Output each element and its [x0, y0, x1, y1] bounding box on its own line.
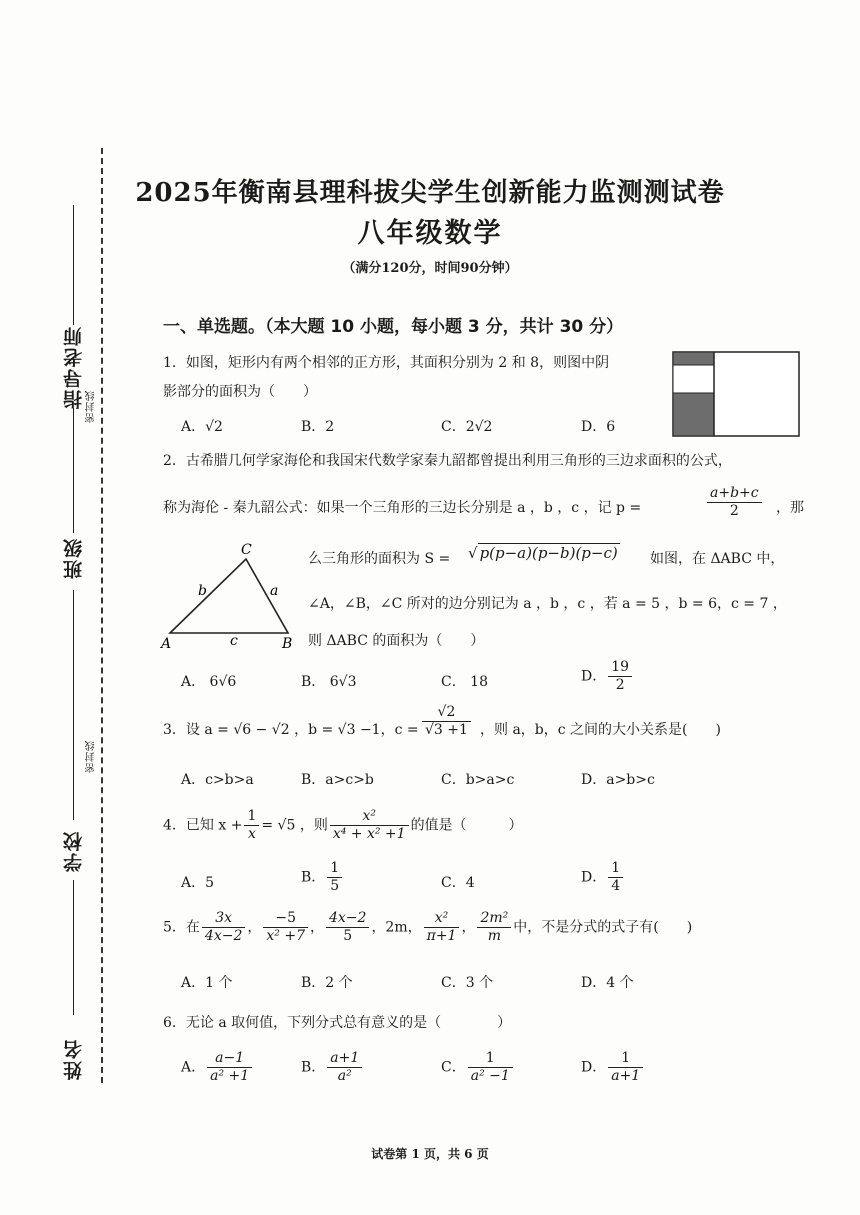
q4-line: [163, 808, 523, 843]
q6-option-d: [581, 1050, 645, 1085]
q6-option-d-label: D．: [581, 1059, 607, 1076]
q6-option-a-den: a² +1: [210, 1068, 250, 1084]
q2-option-a: A． 6√6: [181, 674, 237, 690]
q2-p-den: 2: [729, 503, 739, 519]
exam-title: 2025年衡南县理科拔尖学生创新能力监测测试卷: [135, 178, 725, 208]
q1-figure: [672, 351, 800, 438]
seal-line-text-2: 密封线: [86, 740, 97, 773]
tri-label-A: A: [161, 636, 172, 652]
q5-tail: 中，不是分式的式子有( ): [513, 919, 693, 936]
q1-line1: 1．如图，矩形内有两个相邻的正方形，其面积分别为 2 和 8，则图中阴: [163, 355, 610, 371]
q2-p-num: a+b+c: [707, 485, 762, 503]
q6-option-d-num: 1: [608, 1050, 643, 1068]
q4-option-d-label: D．: [581, 869, 607, 886]
q3-option-b: B．a>c>b: [301, 772, 374, 788]
q3-c-fraction: [422, 704, 471, 739]
q6-option-a-num: a−1: [207, 1050, 252, 1068]
exam-subtitle: 八年级数学: [357, 218, 503, 249]
q3-option-a: A．c>b>a: [181, 772, 254, 788]
q2-formula-radicand: p(p−a)(p−b)(p−c): [479, 544, 618, 562]
q1-option-b: B．2: [301, 419, 335, 435]
q4-option-b: [301, 860, 344, 895]
school-blank-line: [73, 880, 74, 1015]
q6-option-d-den: a+1: [611, 1068, 641, 1084]
q2-option-b: B． 6√3: [301, 674, 357, 690]
q5-lead: 5．在: [163, 919, 200, 936]
q1-shade-bottom: [673, 393, 714, 436]
q5-frac4-den: π+1: [426, 928, 457, 944]
class-label: 班级: [63, 537, 85, 579]
q5-frac1-den: 4x−2: [204, 928, 243, 944]
q3-tail: ，则 a，b，c 之间的大小关系是( ): [480, 722, 721, 738]
q5-option-a: A．1 个: [181, 975, 233, 991]
q5-frac2-num: −5: [263, 910, 308, 928]
q2-line2b: ，那: [776, 500, 804, 516]
q2-option-c: C． 18: [441, 674, 488, 690]
q4-f2-num: x²: [330, 808, 409, 826]
q2-option-d: [581, 659, 634, 694]
q4-option-d-num: 1: [608, 860, 623, 878]
seal-dashed-line: [101, 148, 103, 1083]
q2-triangle-figure: [158, 540, 303, 652]
exam-note: （满分120分，时间90分钟）: [342, 261, 518, 276]
q6-option-b: [301, 1050, 364, 1085]
q4-option-b-label: B．: [301, 869, 326, 886]
q6-option-c: [441, 1050, 515, 1085]
q4-option-d-den: 4: [611, 878, 621, 894]
q1-line2: 影部分的面积为（ ）: [163, 384, 317, 400]
q5-frac5-num: 2m²: [477, 910, 511, 928]
section-heading: 一、单选题。（本大题 10 小题，每小题 3 分，共计 30 分）: [163, 317, 624, 337]
q5-frac2-den: x² +7: [266, 928, 305, 944]
q5-option-b: B．2 个: [301, 975, 353, 991]
q2-line3a: 么三角形的面积为 S =: [308, 551, 451, 567]
q4-option-a: A．5: [181, 875, 215, 891]
q4-option-b-num: 1: [327, 860, 342, 878]
q6-option-a: [181, 1050, 254, 1085]
teacher-label: 指导老师: [63, 325, 85, 409]
q1-shade-top: [673, 352, 714, 365]
q6-text: 6．无论 a 取何值，下列分式总有意义的是（ ）: [163, 1015, 512, 1031]
q2-option-d-label: D．: [581, 668, 607, 685]
q2-line3b: 如图，在 ΔABC 中，: [650, 551, 785, 567]
q6-option-c-den: a² −1: [470, 1068, 510, 1084]
q2-line2a: 称为海伦 - 秦九韶公式：如果一个三角形的三边长分别是 a ，b ，c ，记 p =: [163, 500, 642, 516]
q4-option-b-den: 5: [330, 878, 340, 894]
q5-frac3-den: 5: [343, 928, 353, 944]
q5-option-c: C．3 个: [441, 975, 494, 991]
school-label: 学校: [63, 830, 85, 872]
q6-option-c-num: 1: [468, 1050, 513, 1068]
q5-frac1-num: 3x: [202, 910, 245, 928]
tri-label-a: a: [270, 583, 279, 599]
q2-line5: 则 ΔABC 的面积为（ ）: [308, 633, 485, 649]
q4-mid: = √5 ，则: [261, 817, 328, 834]
q5-frac5-den: m: [487, 928, 501, 944]
q5-frac3-num: 4x−2: [326, 910, 369, 928]
tri-label-b: b: [198, 583, 207, 599]
q3-lead: 3．设 a = √6 − √2 ，b = √3 −1，c =: [163, 722, 419, 738]
q4-option-c: C．4: [441, 875, 475, 891]
tri-label-B: B: [282, 636, 293, 652]
q3-option-c: C．b>a>c: [441, 772, 515, 788]
q3-c-num: √2: [422, 704, 471, 722]
tri-label-C: C: [241, 542, 252, 558]
q4-f1-den: x: [247, 826, 256, 842]
q2-option-d-den: 2: [615, 677, 625, 693]
q6-option-b-label: B．: [301, 1059, 326, 1076]
class-blank-line: [73, 590, 74, 820]
q4-f1-num: 1: [244, 808, 259, 826]
page-footer: 试卷第 1 页，共 6 页: [371, 1147, 489, 1161]
q4-lead: 4．已知 x +: [163, 817, 243, 834]
q5-line: 5．在 $\frac{3x}{4x-2}$ ， $\frac{-5}{\text{x² +7}}$ ， $\frac{4x-2}{5}$ ，2m， $\frac{\text{x²}}{\pi+1}$ ， $\frac{\text{2m²}}{m}$ 中，不是分式的式子有( ): [163, 910, 693, 944]
q6-option-c-label: C．: [441, 1059, 466, 1076]
q2-option-d-num: 19: [608, 659, 632, 677]
q2-line1: 2．古希腊几何学家海伦和我国宋代数学家秦九韶都曾提出利用三角形的三边求面积的公式，: [163, 453, 732, 469]
q5-frac4-num: x²: [424, 910, 460, 928]
q1-option-c: C．2√2: [441, 419, 493, 435]
q4-tail: 的值是（ ）: [410, 817, 523, 834]
q2-formula: √ p(p−a)(p−b)(p−c): [468, 544, 618, 562]
q2-line4: ∠A，∠B，∠C 所对的边分别记为 a ，b ，c ，若 a = 5 ，b = 6，c = 7 ，: [308, 596, 787, 612]
seal-line-text-1: 密封线: [86, 390, 97, 423]
q1-option-a: A．√2: [181, 419, 223, 435]
q1-option-d: D．6: [581, 419, 616, 435]
q6-option-a-label: A．: [181, 1059, 206, 1076]
q6-option-b-den: a²: [337, 1068, 352, 1084]
name-label: 姓名: [63, 1038, 85, 1080]
q4-f2-den: x⁴ + x² +1: [332, 826, 406, 842]
class-blank-line-top: [73, 408, 74, 533]
q2-p-fraction: [707, 485, 762, 520]
q5-mid: ，2m，: [371, 919, 422, 936]
q4-option-d: [581, 860, 625, 895]
q3-c-den: √3 +1: [425, 722, 468, 738]
q6-option-b-num: a+1: [327, 1050, 362, 1068]
tri-label-c: c: [230, 633, 238, 649]
q3-option-d: D．a>b>c: [581, 772, 655, 788]
q5-option-d: D．4 个: [581, 975, 634, 991]
